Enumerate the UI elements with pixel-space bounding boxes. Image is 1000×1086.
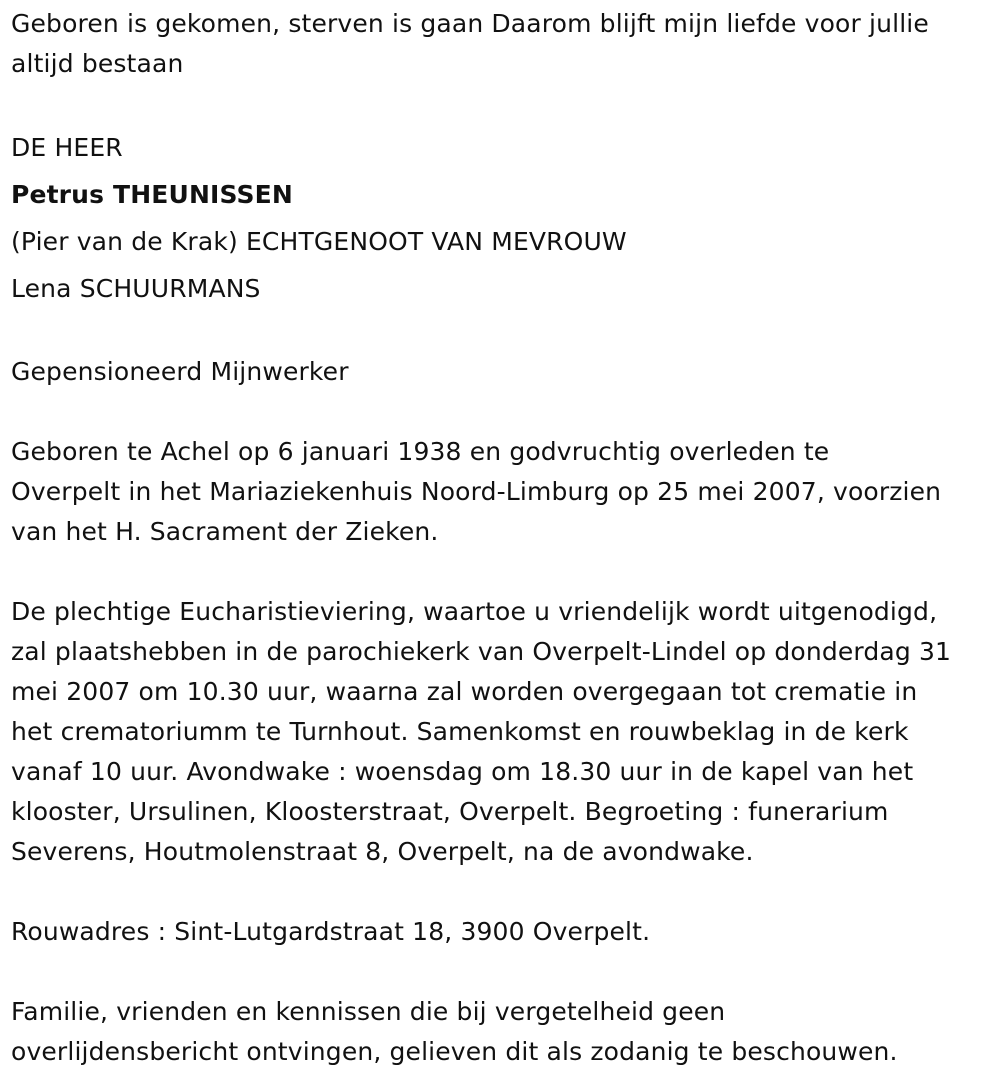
spouse-name: Lena SCHUURMANS xyxy=(11,274,261,303)
verse xyxy=(11,4,1000,84)
paragraph-line: zal plaatshebben in de parochiekerk van Overpelt-Lindel op donderdag 31 xyxy=(11,637,952,666)
paragraph-line: klooster, Ursulinen, Kloosterstraat, Overpelt. Begroeting : funerarium xyxy=(11,797,889,826)
paragraph-line: overlijdensbericht ontvingen, gelieven dit als zodanig te beschouwen. xyxy=(11,1037,898,1066)
verse-line: Geboren is gekomen, sterven is gaan Daarom blijft mijn liefde voor jullie xyxy=(11,9,929,38)
deceased-name: Petrus THEUNISSEN xyxy=(11,180,293,209)
paragraph-line: van het H. Sacrament der Zieken. xyxy=(11,517,439,546)
paragraph-line: vanaf 10 uur. Avondwake : woensdag om 18.30 uur in de kapel van het xyxy=(11,757,914,786)
paragraph-line: Familie, vrienden en kennissen die bij vergetelheid geen xyxy=(11,997,726,1026)
spacer xyxy=(11,84,1000,124)
spacer xyxy=(11,872,1000,912)
paragraph-line: Severens, Houtmolenstraat 8, Overpelt, na de avondwake. xyxy=(11,837,754,866)
spacer xyxy=(11,312,1000,352)
paragraph-line: mei 2007 om 10.30 uur, waarna zal worden overgegaan tot crematie in xyxy=(11,677,918,706)
mourning-address: Rouwadres : Sint-Lutgardstraat 18, 3900 Overpelt. xyxy=(11,917,651,946)
honorific-title: DE HEER xyxy=(11,133,123,162)
verse-line: altijd bestaan xyxy=(11,49,184,78)
ceremony-paragraph xyxy=(11,592,1000,872)
birth-death-paragraph xyxy=(11,432,1000,552)
paragraph-line: Geboren te Achel op 6 januari 1938 en godvruchtig overleden te xyxy=(11,437,830,466)
occupation: Gepensioneerd Mijnwerker xyxy=(11,357,349,386)
paragraph-line: het crematoriumm te Turnhout. Samenkomst en rouwbeklag in de kerk xyxy=(11,717,909,746)
nickname-line: (Pier van de Krak) ECHTGENOOT VAN MEVROUW xyxy=(11,227,627,256)
deceased-block xyxy=(11,124,1000,312)
spacer xyxy=(11,392,1000,432)
spacer xyxy=(11,552,1000,592)
paragraph-line: Overpelt in het Mariaziekenhuis Noord-Limburg op 25 mei 2007, voorzien xyxy=(11,477,942,506)
closing-paragraph xyxy=(11,992,1000,1072)
spacer xyxy=(11,952,1000,992)
paragraph-line: De plechtige Eucharistieviering, waartoe u vriendelijk wordt uitgenodigd, xyxy=(11,597,938,626)
